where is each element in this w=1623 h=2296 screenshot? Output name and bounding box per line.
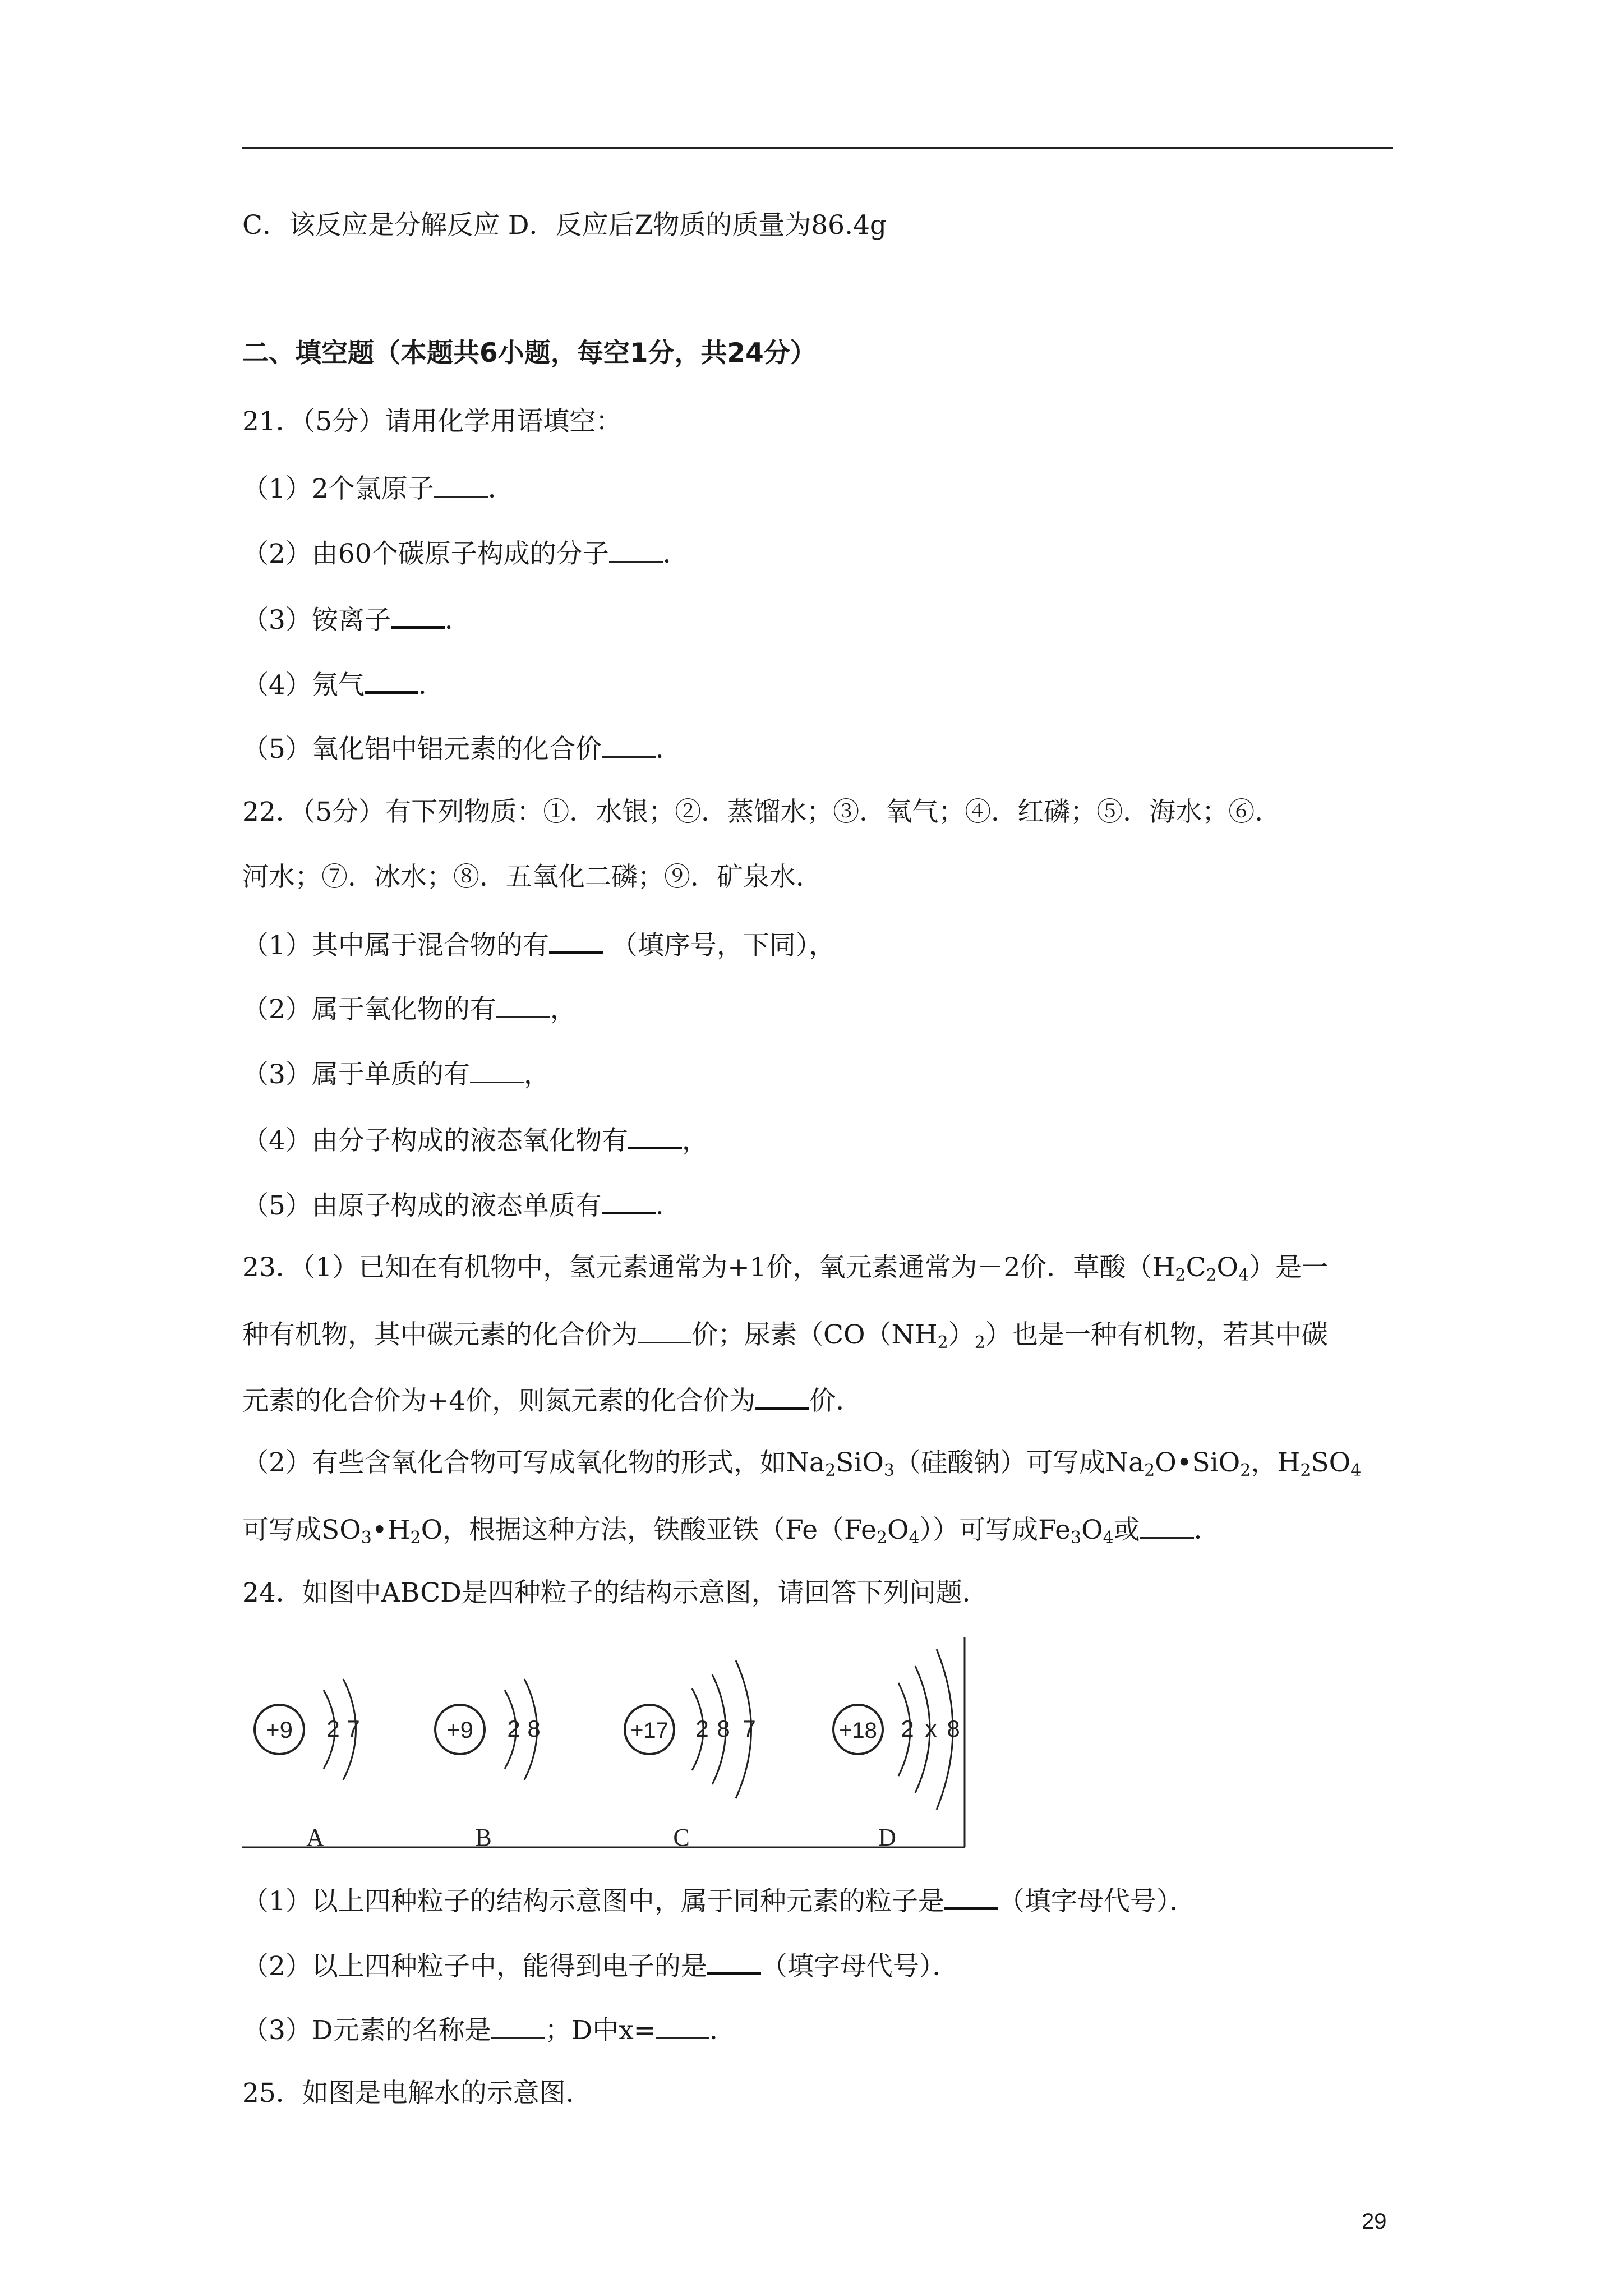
q21-stem: 21．（5分）请用化学用语填空： <box>242 406 623 437</box>
atomic-structure-diagram <box>242 1627 971 1851</box>
svg-text:D: D <box>878 1824 896 1851</box>
answer-blank[interactable] <box>628 1121 682 1149</box>
q22-stem-line1: 22．（5分）有下列物质：①．水银；②．蒸馏水；③．氧气；④．红磷；⑤．海水；⑥． <box>242 797 1281 827</box>
q23-line2: 种有机物，其中碳元素的化合价为 价；尿素$(CO(NH_2)_2)$也是一种有机物，若其中碳 <box>242 1316 1328 1352</box>
page-number: 29 <box>1362 2209 1387 2234</box>
svg-text:+17: +17 <box>630 1718 668 1743</box>
answer-blank[interactable] <box>491 2012 545 2039</box>
answer-blank[interactable] <box>609 535 663 563</box>
answer-blank[interactable] <box>755 1381 809 1410</box>
svg-text:8: 8 <box>947 1715 960 1742</box>
q21-item-1: （1）2个氯原子 ． <box>242 470 514 506</box>
svg-text:+18: +18 <box>839 1718 877 1743</box>
q22-item-4: （4）由分子构成的液态氧化物有 ， <box>242 1121 708 1158</box>
answer-blank[interactable] <box>434 470 488 498</box>
q23-line1: 23．（1）已知在有机物中，氢元素通常为+1价，氧元素通常为－2价．草酸$(H_2C_2O_4)$是一 <box>242 1252 1329 1285</box>
answer-blank[interactable] <box>944 1881 998 1910</box>
particle-b <box>435 1679 541 1851</box>
particle-c <box>625 1660 756 1851</box>
q24-item-2: （2）以上四种粒子中，能得到电子的是 （填字母代号）． <box>242 1947 958 1984</box>
q25-stem: 25．如图是电解水的示意图． <box>242 2078 592 2109</box>
svg-text:+9: +9 <box>446 1717 473 1743</box>
q24-item-3: （3）D元素的名称是 ；D中x= ． <box>242 2012 736 2047</box>
answer-blank[interactable] <box>1140 1511 1194 1539</box>
answer-blank[interactable] <box>391 600 445 629</box>
answer-blank[interactable] <box>549 926 603 954</box>
header-rule <box>242 147 1393 149</box>
q24-item-1: （1）以上四种粒子的结构示意图中，属于同种元素的粒子是 （填字母代号）． <box>242 1881 1196 1918</box>
q22-item-3: （3）属于单质的有 ， <box>242 1056 550 1092</box>
answer-blank[interactable] <box>656 2012 709 2039</box>
svg-text:8: 8 <box>717 1715 730 1742</box>
svg-text:A: A <box>306 1824 324 1851</box>
q21-item-2: （2）由60个碳原子构成的分子 ． <box>242 535 689 571</box>
svg-text:2: 2 <box>901 1715 914 1742</box>
q21-item-4: （4）氖气 ． <box>242 665 445 702</box>
q21-item-5: （5）氧化铝中铝元素的化合价 ． <box>242 730 682 766</box>
svg-text:2: 2 <box>507 1715 520 1742</box>
svg-text:x: x <box>925 1715 937 1742</box>
svg-text:8: 8 <box>527 1715 541 1742</box>
svg-text:+9: +9 <box>266 1717 293 1743</box>
svg-text:B: B <box>475 1824 492 1851</box>
particle-a <box>255 1679 360 1851</box>
svg-text:C: C <box>673 1824 690 1851</box>
svg-text:7: 7 <box>347 1715 360 1742</box>
section-title: 二、填空题（本题共6小题，每空1分，共24分） <box>242 338 817 369</box>
svg-text:2: 2 <box>326 1715 340 1742</box>
option-d: D．反应后Z物质的质量为86.4g <box>508 210 887 241</box>
answer-blank[interactable] <box>602 730 656 758</box>
answer-blank[interactable] <box>496 991 550 1018</box>
q22-item-5: （5）由原子构成的液态单质有 ． <box>242 1186 682 1223</box>
q22-item-1: （1）其中属于混合物的有 （填序号，下同）， <box>242 926 835 963</box>
answer-blank[interactable] <box>707 1947 761 1975</box>
svg-text:7: 7 <box>743 1715 756 1742</box>
answer-blank[interactable] <box>365 665 418 694</box>
q22-item-2: （2）属于氧化物的有 ， <box>242 991 577 1027</box>
q23-line4: （2）有些含氧化合物可写成氧化物的形式，如$Na_2SiO_3$（硅酸钠）可写成$Na_2O•SiO_2$，$H_2SO_4$ <box>242 1447 1362 1480</box>
q20-options-line <box>242 209 887 242</box>
answer-blank[interactable] <box>470 1056 524 1083</box>
q23-line3: 元素的化合价为+4价，则氮元素的化合价为 价． <box>242 1381 862 1418</box>
answer-blank[interactable] <box>638 1316 691 1343</box>
q21-item-3: （3）铵离子 ． <box>242 600 471 637</box>
particle-d <box>833 1649 960 1851</box>
option-c: C．该反应是分解反应 <box>242 210 500 241</box>
svg-text:2: 2 <box>695 1715 709 1742</box>
q23-line5: 可写成$SO_3•H_2O$，根据这种方法，铁酸亚铁$(Fe(Fe_2O_4))$可写成$Fe_3O_4$或 ． <box>242 1511 1220 1547</box>
q22-stem-line2: 河水；⑦．冰水；⑧．五氧化二磷；⑨．矿泉水． <box>242 862 822 892</box>
answer-blank[interactable] <box>602 1186 656 1214</box>
q24-stem: 24．如图中ABCD是四种粒子的结构示意图，请回答下列问题． <box>242 1577 989 1608</box>
